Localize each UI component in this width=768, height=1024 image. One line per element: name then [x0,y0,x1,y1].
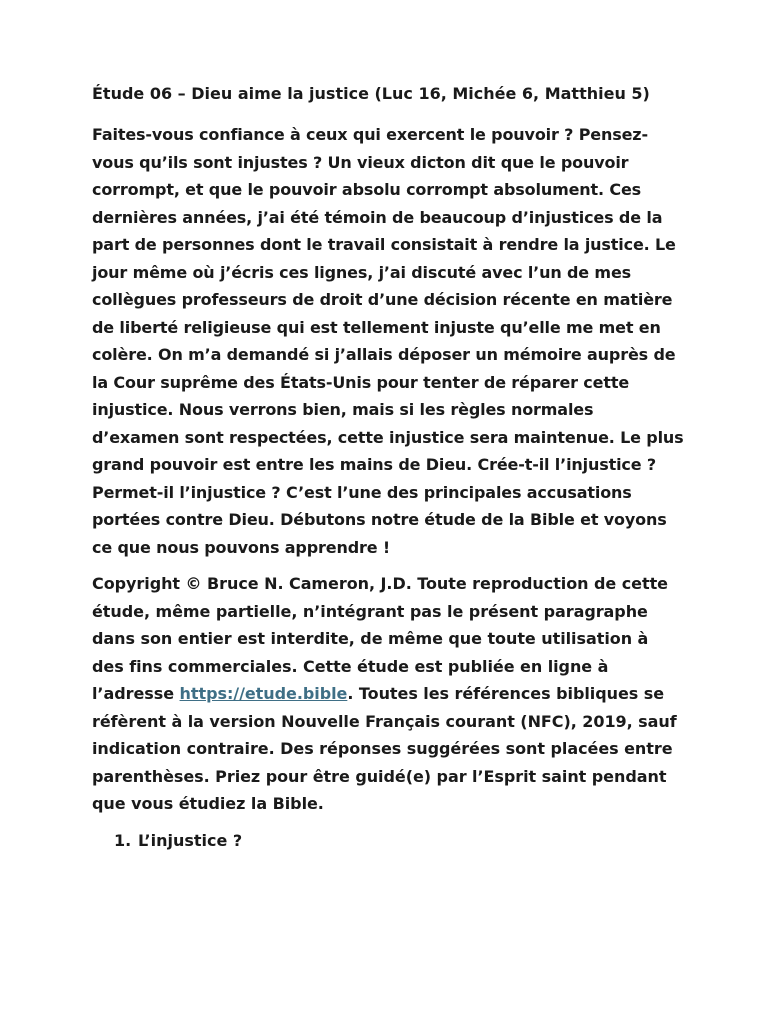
website-link[interactable]: https://etude.bible [179,684,348,703]
copyright-text-after-link: . Toutes les références bibliques se réfèrent à la version Nouvelle Français courant (NFC), 2019, sauf indication contraire. Des réponses suggérées sont placées entre parenthèses. Priez pour être guidé(e) par l’Esprit saint pendant que vous étudiez la Bible. [92,684,677,813]
copyright-paragraph [92,570,684,818]
intro-paragraph: Faites-vous confiance à ceux qui exercent le pouvoir ? Pensez-vous qu’ils sont injustes ? Un vieux dicton dit que le pouvoir corrompt, et que le pouvoir absolu corrompt absolument. Ces dernières années, j’ai été témoin de beaucoup d’injustices de la part de personnes dont le travail consistait à rendre la justice. Le jour même où j’écris ces lignes, j’ai discuté avec l’un de mes collègues professeurs de droit d’une décision récente en matière de liberté religieuse qui est tellement injuste qu’elle me met en colère. On m’a demandé si j’allais déposer un mémoire auprès de la Cour suprême des États-Unis pour tenter de réparer cette injustice. Nous verrons bien, mais si les règles normales d’examen sont respectées, cette injustice sera maintenue. Le plus grand pouvoir est entre les mains de Dieu. Crée-t-il l’injustice ? Permet-il l’injustice ? C’est l’une des principales accusations portées contre Dieu. Débutons notre étude de la Bible et voyons ce que nous pouvons apprendre ! [92,125,684,557]
question-list [92,827,684,854]
list-item-number: 1. [114,830,132,850]
copyright-text-before-link: Copyright © Bruce N. Cameron, J.D. Toute reproduction de cette étude, même partielle, n’intégrant pas le présent paragraphe dans son entier est interdite, de même que toute utilisation à des fins commerciales. Cette étude est publiée en ligne à l’adresse [92,574,668,703]
document-page [92,80,684,854]
document-title: Étude 06 – Dieu aime la justice (Luc 16, Michée 6, Matthieu 5) [92,84,650,103]
list-item-text: L’injustice ? [138,830,243,850]
list-item [92,827,684,854]
